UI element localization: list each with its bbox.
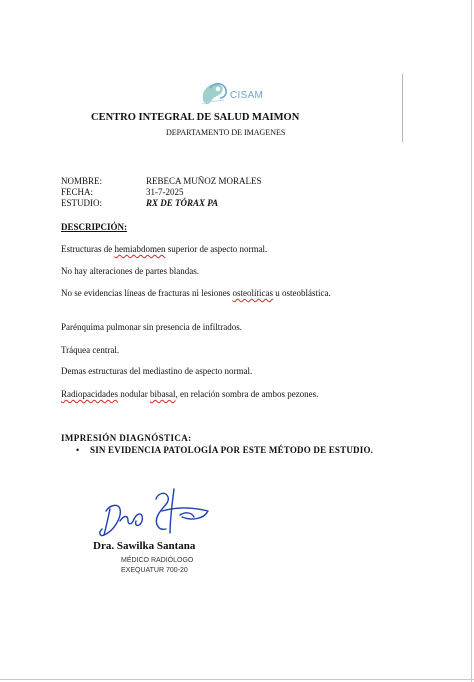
spellcheck-word: Radiopacidades (61, 389, 118, 399)
impression-heading: IMPRESIÓN DIAGNÓSTICA: (61, 433, 192, 443)
margin-line (402, 74, 403, 142)
organization-name: CENTRO INTEGRAL DE SALUD MAIMON (91, 112, 300, 123)
text-run: superior de aspecto normal. (165, 244, 268, 254)
text-run: , en relación sombra de ambos pezones. (175, 389, 319, 399)
bullet-icon: • (76, 445, 80, 455)
impression-text: SIN EVIDENCIA PATOLOGÍA POR ESTE MÉTODO DE ESTUDIO. (90, 445, 374, 455)
date-label: FECHA: (61, 187, 94, 197)
doctor-title: MÉDICO RADIÓLOGO (121, 557, 194, 564)
page-edge-right (471, 0, 472, 682)
finding-abdomen (61, 244, 361, 255)
doctor-name: Dra. Sawilka Santana (93, 540, 196, 552)
spellcheck-word: bibasal (149, 389, 176, 399)
doctor-license: EXEQUATUR 700-20 (121, 567, 188, 574)
name-value: REBECA MUÑOZ MORALES (146, 176, 262, 186)
handwritten-signature-icon (96, 485, 216, 541)
spellcheck-word: osteolíticas (232, 288, 273, 298)
department-name: DEPARTAMENTO DE IMAGENES (166, 128, 286, 137)
logo-text: CISAM (230, 90, 264, 101)
study-value: RX DE TÓRAX PA (146, 198, 219, 208)
text-run: nodular (117, 389, 150, 399)
description-heading: DESCRIPCIÓN: (61, 222, 128, 232)
page-edge-bottom (0, 679, 474, 680)
impression-item (76, 445, 373, 455)
study-label: ESTUDIO: (61, 198, 102, 208)
finding-lungs: Parénquima pulmonar sin presencia de infiltrados. (61, 322, 242, 332)
finding-soft-tissue: No hay alteraciones de partes blandas. (61, 266, 199, 276)
finding-bones (61, 288, 361, 299)
text-run: No se evidencias líneas de fracturas ni lesiones (61, 288, 233, 298)
spellcheck-word: hemiabdomen (114, 244, 166, 254)
finding-trachea: Tráquea central. (61, 345, 120, 355)
finding-mediastinum: Demas estructuras del mediastino de aspecto normal. (61, 366, 253, 376)
name-label: NOMBRE: (61, 176, 103, 186)
text-run: Estructuras de (61, 244, 115, 254)
date-value: 31-7-2025 (146, 187, 184, 197)
text-run: u osteoblástica. (272, 288, 331, 298)
finding-opacities (61, 389, 361, 400)
